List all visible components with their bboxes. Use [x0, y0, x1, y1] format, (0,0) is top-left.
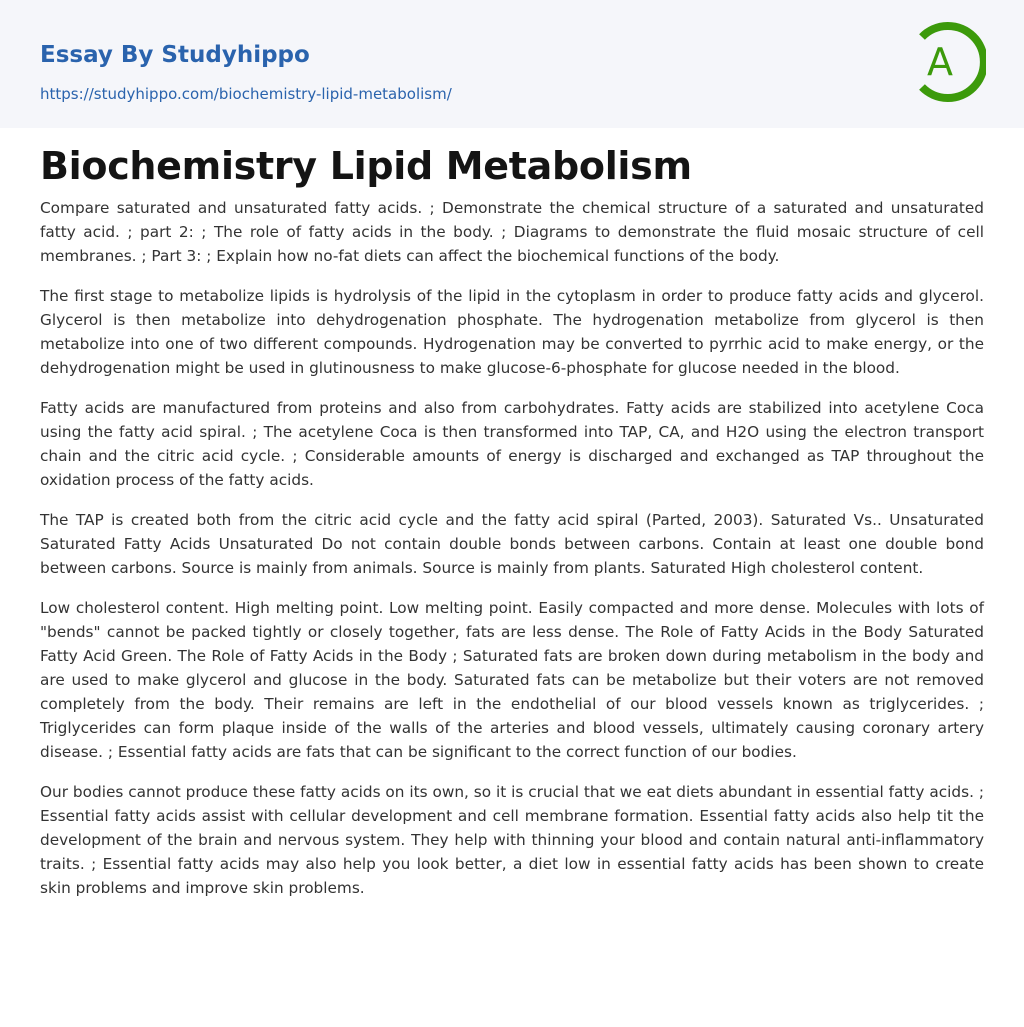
page-title: Biochemistry Lipid Metabolism	[40, 144, 692, 188]
logo-letter: A	[927, 40, 953, 84]
paragraph: The TAP is created both from the citric acid cycle and the fatty acid spiral (Parted, 2003). Saturated Vs.. Unsaturated Saturated Fatty Acids Unsaturated Do not contain double bonds between carbons. Contain at least one double bond between carbons. Source is mainly from animals. Source is mainly from plants. Saturated High cholesterol content.	[40, 511, 984, 577]
paragraph: The first stage to metabolize lipids is hydrolysis of the lipid in the cytoplasm in order to produce fatty acids and glycerol. Glycerol is then metabolize into dehydrogenation phosphate. The hydrogenation metabolize from glycerol is then metabolize into one of two different compounds. Hydrogenation may be converted to pyrrhic acid to make energy, or the dehydrogenation might be used in glutinousness to make glucose-6-phosphate for glucose needed in the blood.	[40, 287, 984, 377]
brand-title: Essay By Studyhippo	[40, 42, 310, 68]
site-header	[0, 0, 1024, 128]
paragraph: Our bodies cannot produce these fatty acids on its own, so it is crucial that we eat diets abundant in essential fatty acids. ; Essential fatty acids assist with cellular development and cell membrane formation. Essential fatty acids also help tit the development of the brain and nervous system. They help with thinning your blood and contain natural anti-inflammatory traits. ; Essential fatty acids may also help you look better, a diet low in essential fatty acids has been shown to create skin problems and improve skin problems.	[40, 783, 984, 897]
paragraph: Fatty acids are manufactured from proteins and also from carbohydrates. Fatty acids are stabilized into acetylene Coca using the fatty acid spiral. ; The acetylene Coca is then transformed into TAP, CA, and H2O using the electron transport chain and the citric acid cycle. ; Considerable amounts of energy is discharged and exchanged as TAP throughout the oxidation process of the fatty acids.	[40, 399, 984, 489]
paragraph: Compare saturated and unsaturated fatty acids. ; Demonstrate the chemical structure of a saturated and unsaturated fatty acid. ; part 2: ; The role of fatty acids in the body. ; Diagrams to demonstrate the fluid mosaic structure of cell membranes. ; Part 3: ; Explain how no-fat diets can affect the biochemical functions of the body.	[40, 199, 984, 265]
paragraph: Low cholesterol content. High melting point. Low melting point. Easily compacted and more dense. Molecules with lots of "bends" cannot be packed tightly or closely together, fats are less dense. The Role of Fatty Acids in the Body Saturated Fatty Acid Green. The Role of Fatty Acids in the Body ; Saturated fats are broken down during metabolism in the body and are used to make glycerol and glucose in the body. Saturated fats can be metabolize but their voters are not removed completely from the body. Their remains are left in the endothelial of our blood vessels known as triglycerides. ; Triglycerides can form plaque inside of the walls of the arteries and blood vessels, ultimately causing coronary artery disease. ; Essential fatty acids are fats that can be significant to the correct function of our bodies.	[40, 599, 984, 761]
essay-url-link[interactable]: https://studyhippo.com/biochemistry-lipid-metabolism/	[40, 85, 452, 103]
studyhippo-logo-icon[interactable]	[912, 19, 986, 105]
essay-body	[40, 196, 984, 916]
